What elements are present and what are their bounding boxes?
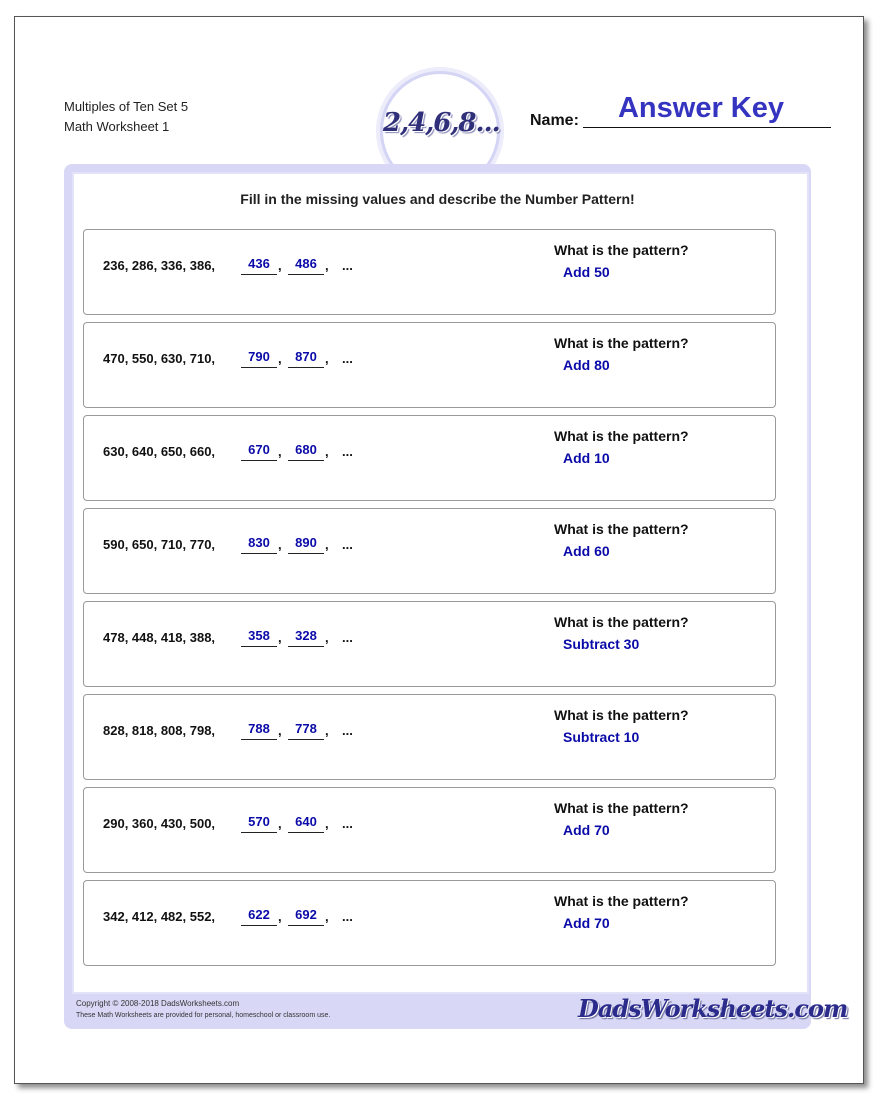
pattern-answer[interactable]: Add 10 bbox=[563, 450, 610, 466]
sequence-text: 828, 818, 808, 798, bbox=[103, 723, 216, 738]
separator-comma: , bbox=[278, 630, 282, 645]
separator-comma: , bbox=[325, 630, 329, 645]
logo-text: 2,4,6,8... bbox=[383, 108, 500, 138]
pattern-question: What is the pattern? bbox=[554, 242, 689, 258]
answer-blank-1[interactable]: 622 bbox=[241, 907, 277, 926]
separator-comma: , bbox=[278, 723, 282, 738]
pattern-answer[interactable]: Add 60 bbox=[563, 543, 610, 559]
problem-row bbox=[83, 415, 776, 501]
answer-blank-1[interactable]: 830 bbox=[241, 535, 277, 554]
sequence-ellipsis: ... bbox=[342, 723, 353, 738]
separator-comma: , bbox=[278, 258, 282, 273]
sequence-ellipsis: ... bbox=[342, 537, 353, 552]
problem-row bbox=[83, 322, 776, 408]
pattern-question: What is the pattern? bbox=[554, 428, 689, 444]
problem-row bbox=[83, 508, 776, 594]
name-line bbox=[583, 127, 831, 128]
answer-blank-2[interactable]: 486 bbox=[288, 256, 324, 275]
separator-comma: , bbox=[325, 351, 329, 366]
worksheet-title bbox=[64, 97, 188, 137]
answer-blank-2[interactable]: 692 bbox=[288, 907, 324, 926]
worksheet-title-line1: Multiples of Ten Set 5 bbox=[64, 99, 189, 114]
instructions: Fill in the missing values and describe the Number Pattern! bbox=[240, 191, 635, 207]
brand-logo: DadsWorksheets.com bbox=[578, 994, 848, 1023]
separator-comma: , bbox=[325, 537, 329, 552]
separator-comma: , bbox=[325, 723, 329, 738]
problem-row bbox=[83, 880, 776, 966]
sequence-ellipsis: ... bbox=[342, 630, 353, 645]
sequence-text: 590, 650, 710, 770, bbox=[103, 537, 216, 552]
sequence-ellipsis: ... bbox=[342, 444, 353, 459]
sequence-text: 478, 448, 418, 388, bbox=[103, 630, 216, 645]
separator-comma: , bbox=[325, 444, 329, 459]
separator-comma: , bbox=[325, 909, 329, 924]
problem-row bbox=[83, 694, 776, 780]
separator-comma: , bbox=[278, 537, 282, 552]
answer-blank-1[interactable]: 570 bbox=[241, 814, 277, 833]
problem-row bbox=[83, 601, 776, 687]
answer-blank-2[interactable]: 890 bbox=[288, 535, 324, 554]
answer-blank-1[interactable]: 788 bbox=[241, 721, 277, 740]
sequence-text: 236, 286, 336, 386, bbox=[103, 258, 216, 273]
answer-blank-1[interactable]: 670 bbox=[241, 442, 277, 461]
sequence-ellipsis: ... bbox=[342, 909, 353, 924]
pattern-question: What is the pattern? bbox=[554, 614, 689, 630]
pattern-question: What is the pattern? bbox=[554, 521, 689, 537]
answer-blank-1[interactable]: 436 bbox=[241, 256, 277, 275]
separator-comma: , bbox=[325, 258, 329, 273]
answer-blank-2[interactable]: 778 bbox=[288, 721, 324, 740]
pattern-question: What is the pattern? bbox=[554, 800, 689, 816]
pattern-answer[interactable]: Add 70 bbox=[563, 822, 610, 838]
sequence-text: 630, 640, 650, 660, bbox=[103, 444, 216, 459]
pattern-answer[interactable]: Subtract 30 bbox=[563, 636, 640, 652]
separator-comma: , bbox=[278, 816, 282, 831]
answer-key-label: Answer Key bbox=[617, 92, 784, 124]
separator-comma: , bbox=[278, 351, 282, 366]
name-label: Name: bbox=[530, 112, 579, 129]
pattern-answer[interactable]: Add 80 bbox=[563, 357, 610, 373]
answer-blank-1[interactable]: 790 bbox=[241, 349, 277, 368]
sequence-text: 342, 412, 482, 552, bbox=[103, 909, 216, 924]
pattern-question: What is the pattern? bbox=[554, 893, 689, 909]
problem-row bbox=[83, 229, 776, 315]
answer-blank-2[interactable]: 870 bbox=[288, 349, 324, 368]
answer-blank-2[interactable]: 640 bbox=[288, 814, 324, 833]
pattern-answer[interactable]: Add 70 bbox=[563, 915, 610, 931]
sequence-text: 470, 550, 630, 710, bbox=[103, 351, 216, 366]
pattern-question: What is the pattern? bbox=[554, 335, 689, 351]
sequence-text: 290, 360, 430, 500, bbox=[103, 816, 216, 831]
separator-comma: , bbox=[278, 909, 282, 924]
sequence-ellipsis: ... bbox=[342, 351, 353, 366]
worksheet-title-line2: Math Worksheet 1 bbox=[64, 119, 170, 134]
copyright-text: Copyright © 2008-2018 DadsWorksheets.com bbox=[76, 999, 240, 1008]
pattern-answer[interactable]: Add 50 bbox=[563, 264, 610, 280]
separator-comma: , bbox=[278, 444, 282, 459]
pattern-question: What is the pattern? bbox=[554, 707, 689, 723]
usage-notice: These Math Worksheets are provided for personal, homeschool or classroom use. bbox=[76, 1012, 331, 1019]
separator-comma: , bbox=[325, 816, 329, 831]
answer-blank-2[interactable]: 328 bbox=[288, 628, 324, 647]
problem-row bbox=[83, 787, 776, 873]
answer-blank-1[interactable]: 358 bbox=[241, 628, 277, 647]
pattern-answer[interactable]: Subtract 10 bbox=[563, 729, 640, 745]
sequence-ellipsis: ... bbox=[342, 816, 353, 831]
sequence-ellipsis: ... bbox=[342, 258, 353, 273]
answer-blank-2[interactable]: 680 bbox=[288, 442, 324, 461]
